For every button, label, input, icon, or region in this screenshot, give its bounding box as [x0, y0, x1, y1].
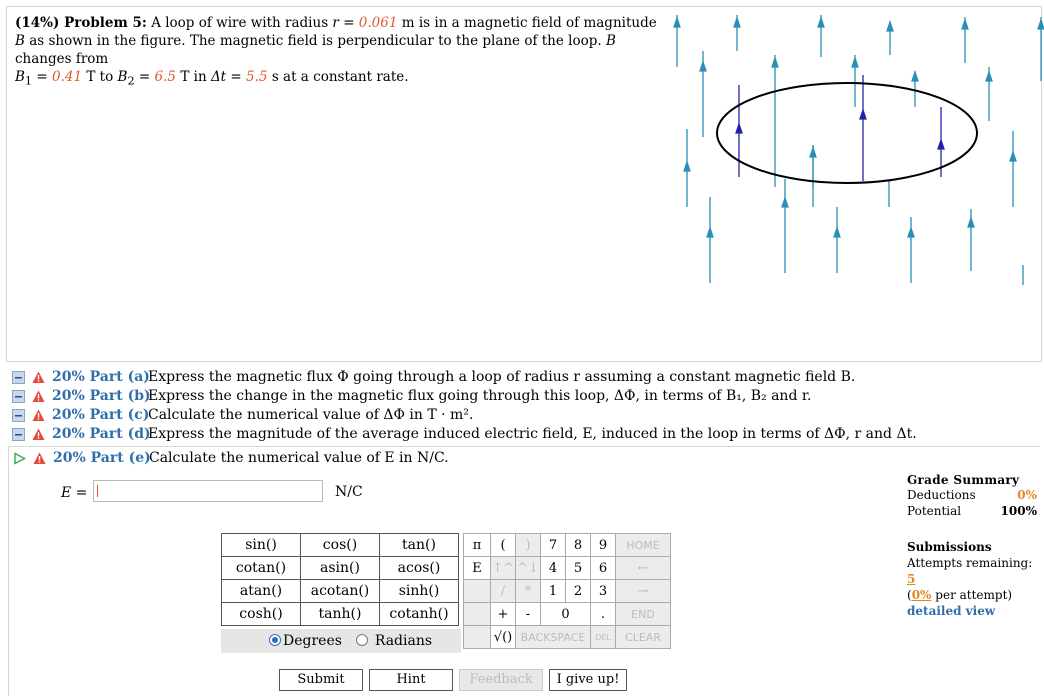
key-dot[interactable]: . [591, 603, 616, 626]
problem-text-d: changes from [15, 51, 109, 67]
deductions-value: 0% [1017, 488, 1037, 502]
radians-label: Radians [374, 633, 433, 649]
magnetic-field-figure [665, 11, 1044, 291]
degrees-label: Degrees [283, 633, 342, 649]
part-e-description: Calculate the numerical value of E in N/C. [149, 450, 449, 466]
answer-unit: N/C [335, 484, 363, 500]
key-down-power[interactable]: ^↓ [516, 557, 541, 580]
part-c-description: Calculate the numerical value of ΔΦ in T · m². [148, 407, 474, 423]
t-unit: T [86, 69, 96, 85]
problem-number: Problem 5: [64, 15, 147, 31]
part-e-percent: 20% Part (e) [53, 450, 151, 466]
part-b-row[interactable] [8, 387, 1042, 406]
key-end[interactable]: END [616, 603, 671, 626]
t-unit-2: T [180, 69, 190, 85]
r-value: 0.061 [358, 15, 398, 31]
key-9[interactable]: 9 [591, 534, 616, 557]
play-arrow-icon[interactable] [13, 452, 26, 465]
hint-button[interactable]: Hint [369, 669, 453, 691]
problem-statement [15, 14, 665, 91]
submit-button[interactable]: Submit [279, 669, 363, 691]
key-e[interactable]: E [464, 557, 491, 580]
function-keypad [221, 533, 459, 626]
key-lparen[interactable]: ( [491, 534, 516, 557]
answer-input[interactable] [93, 480, 323, 502]
key-pi[interactable]: π [464, 534, 491, 557]
attempts-label: Attempts remaining: [907, 556, 1033, 570]
attempts-value: 5 [907, 572, 916, 586]
equals-sign: = [343, 15, 355, 31]
part-e-row[interactable] [9, 449, 1040, 468]
warning-icon [32, 371, 45, 384]
key-5[interactable]: 5 [566, 557, 591, 580]
to-text: to [99, 69, 114, 85]
b-variable: B [15, 33, 25, 49]
key-cotanh[interactable]: cotanh() [380, 603, 459, 626]
radians-option[interactable] [356, 633, 432, 649]
field-lines [674, 15, 1044, 285]
grade-summary [907, 473, 1037, 519]
active-part-panel [8, 446, 1040, 696]
collapse-icon[interactable] [12, 409, 25, 422]
key-atan[interactable]: atan() [222, 580, 301, 603]
submissions-title: Submissions [907, 540, 992, 554]
key-divide[interactable]: / [491, 580, 516, 603]
problem-weight: (14%) [15, 15, 60, 31]
warning-icon [33, 452, 46, 465]
key-cotan[interactable]: cotan() [222, 557, 301, 580]
key-minus[interactable]: - [516, 603, 541, 626]
key-right-arrow[interactable]: → [616, 580, 671, 603]
key-plus[interactable]: + [491, 603, 516, 626]
degrees-option[interactable] [269, 633, 342, 649]
collapse-icon[interactable] [12, 390, 25, 403]
equals-sign-3: = [138, 69, 151, 85]
key-multiply[interactable]: * [516, 580, 541, 603]
part-b-percent: 20% Part (b) [52, 388, 151, 404]
key-acotan[interactable]: acotan() [301, 580, 380, 603]
angle-mode [221, 629, 461, 653]
key-backspace[interactable]: BACKSPACE [516, 626, 591, 649]
key-blank-3 [464, 626, 491, 649]
detailed-view-link[interactable]: detailed view [907, 604, 996, 618]
per-attempt-value: 0% [911, 588, 932, 602]
b1-value: 0.41 [52, 69, 83, 85]
part-a-description: Express the magnetic flux Φ going through a loop of radius r assuming a constant magnetic field B. [148, 369, 856, 385]
part-b-description: Express the change in the magnetic flux going through this loop, ΔΦ, in terms of B₁, B₂ and r. [148, 388, 812, 404]
key-6[interactable]: 6 [591, 557, 616, 580]
key-sin[interactable]: sin() [222, 534, 301, 557]
key-0[interactable]: 0 [541, 603, 591, 626]
key-7[interactable]: 7 [541, 534, 566, 557]
b1-sub: 1 [24, 74, 33, 88]
key-sinh[interactable]: sinh() [380, 580, 459, 603]
equals-sign-4: = [230, 69, 242, 85]
b2-sub: 2 [127, 74, 135, 88]
part-a-percent: 20% Part (a) [52, 369, 150, 385]
in-text: in [193, 69, 207, 85]
part-d-percent: 20% Part (d) [52, 426, 151, 442]
numeric-keypad [463, 533, 671, 649]
r-variable: r [332, 15, 339, 31]
per-attempt-open: ( [907, 588, 912, 602]
radians-radio[interactable] [356, 634, 368, 646]
collapse-icon[interactable] [12, 371, 25, 384]
key-cosh[interactable]: cosh() [222, 603, 301, 626]
key-1[interactable]: 1 [541, 580, 566, 603]
dt-label: Δt [210, 69, 227, 85]
warning-icon [32, 390, 45, 403]
b1-label: B [15, 69, 25, 85]
potential-value: 100% [1000, 504, 1037, 518]
key-blank-2 [464, 603, 491, 626]
problem-panel [6, 6, 1042, 362]
collapse-icon[interactable] [12, 428, 25, 441]
key-cos[interactable]: cos() [301, 534, 380, 557]
field-lines-front [775, 103, 813, 187]
grade-summary-title: Grade Summary [907, 473, 1020, 487]
b2-label: B [117, 69, 128, 85]
problem-text-a: A loop of wire with radius [151, 15, 329, 31]
s-text: s at a constant rate. [271, 69, 409, 85]
wire-loop [717, 83, 977, 183]
key-del[interactable]: DEL [591, 626, 616, 649]
key-4[interactable]: 4 [541, 557, 566, 580]
b-variable-2: B [605, 33, 616, 49]
feedback-button[interactable]: Feedback [459, 669, 543, 691]
dt-value: 5.5 [246, 69, 268, 85]
key-clear[interactable]: CLEAR [616, 626, 671, 649]
key-2[interactable]: 2 [566, 580, 591, 603]
key-home[interactable]: HOME [616, 534, 671, 557]
text-cursor [97, 485, 98, 497]
part-d-row[interactable] [8, 425, 1042, 444]
key-8[interactable]: 8 [566, 534, 591, 557]
deductions-label: Deductions [907, 488, 976, 502]
key-left-arrow[interactable]: ← [616, 557, 671, 580]
parts-list [8, 368, 1042, 444]
key-tan[interactable]: tan() [380, 534, 459, 557]
b2-value: 6.5 [154, 69, 177, 85]
key-asin[interactable]: asin() [301, 557, 380, 580]
submissions-panel [907, 539, 1042, 619]
part-c-percent: 20% Part (c) [52, 407, 150, 423]
key-acos[interactable]: acos() [380, 557, 459, 580]
equals-sign-2: = [36, 69, 48, 85]
key-sqrt[interactable]: √() [491, 626, 516, 649]
answer-label: E = [61, 485, 88, 501]
problem-text-c: as shown in the figure. The magnetic field is perpendicular to the plane of the loop. [29, 33, 602, 49]
key-3[interactable]: 3 [591, 580, 616, 603]
part-d-description: Express the magnitude of the average induced electric field, E, induced in the loop in terms of ΔΦ, r and Δt. [148, 426, 917, 442]
field-lines-inside-loop [736, 75, 944, 181]
give-up-button[interactable]: I give up! [549, 669, 627, 691]
degrees-radio[interactable] [269, 634, 281, 646]
key-tanh[interactable]: tanh() [301, 603, 380, 626]
part-a-row[interactable] [8, 368, 1042, 387]
key-up-power[interactable]: ↑^ [491, 557, 516, 580]
problem-text-b: m is in a magnetic field of magnitude [401, 15, 657, 31]
part-c-row[interactable] [8, 406, 1042, 425]
warning-icon [32, 428, 45, 441]
per-attempt-text: per attempt) [935, 588, 1013, 602]
key-blank [464, 580, 491, 603]
potential-label: Potential [907, 504, 962, 518]
key-rparen[interactable]: ) [516, 534, 541, 557]
warning-icon [32, 409, 45, 422]
